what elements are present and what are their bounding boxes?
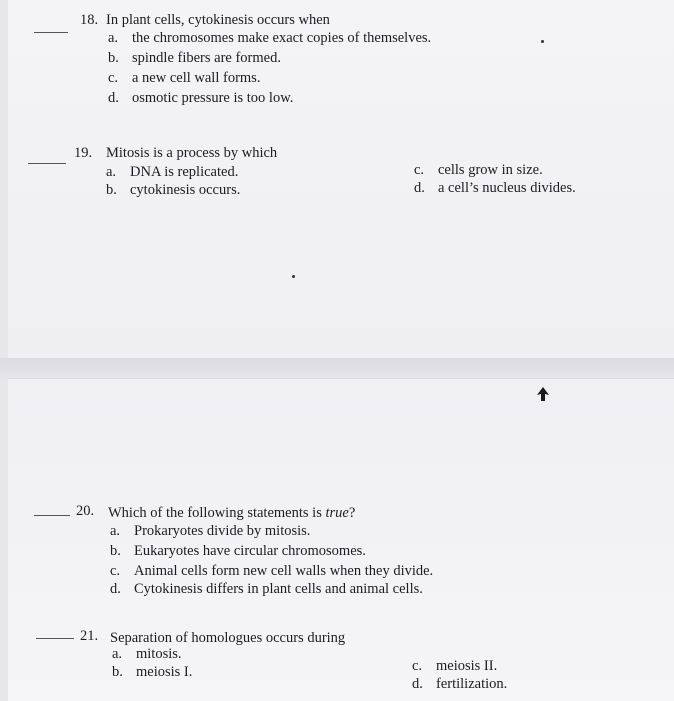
option-letter: b. bbox=[112, 664, 123, 680]
option-text: Prokaryotes divide by mitosis. bbox=[134, 523, 311, 539]
question-stem: In plant cells, cytokinesis occurs when bbox=[106, 12, 330, 28]
mouse-cursor-icon bbox=[536, 386, 550, 402]
option-letter: b. bbox=[106, 182, 117, 198]
option-letter: b. bbox=[108, 50, 119, 66]
question-number: 20. bbox=[76, 503, 95, 519]
option-letter: a. bbox=[112, 646, 123, 662]
option-text: meiosis I. bbox=[136, 664, 193, 680]
question-stem bbox=[108, 503, 355, 523]
option-text: DNA is replicated. bbox=[130, 164, 239, 180]
page-gap bbox=[0, 358, 674, 378]
option-a bbox=[112, 644, 182, 664]
option-text: the chromosomes make exact copies of themselves. bbox=[132, 30, 432, 46]
option-text: a cell’s nucleus divides. bbox=[438, 180, 576, 196]
option-text: mitosis. bbox=[136, 646, 182, 662]
stray-dot bbox=[541, 40, 544, 43]
option-letter: c. bbox=[414, 162, 425, 178]
option-a bbox=[110, 521, 310, 541]
option-letter: a. bbox=[106, 164, 117, 180]
question-stem: Separation of homologues occurs during bbox=[110, 630, 346, 646]
option-d bbox=[110, 579, 423, 599]
option-c bbox=[412, 656, 497, 676]
option-letter: d. bbox=[110, 581, 121, 597]
answer-blank-18[interactable] bbox=[34, 32, 68, 33]
question-number: 18. bbox=[80, 12, 99, 28]
option-letter: d. bbox=[414, 180, 425, 196]
option-letter: c. bbox=[412, 658, 423, 674]
option-text: fertilization. bbox=[436, 676, 508, 692]
stem-text-end: ? bbox=[348, 505, 356, 521]
option-a bbox=[106, 162, 238, 182]
option-text: spindle fibers are formed. bbox=[132, 50, 281, 66]
option-text: Animal cells form new cell walls when they divide. bbox=[134, 563, 434, 579]
option-text: cytokinesis occurs. bbox=[130, 182, 241, 198]
answer-blank-19[interactable] bbox=[28, 163, 66, 164]
option-c bbox=[414, 160, 543, 180]
option-text: a new cell wall forms. bbox=[132, 70, 261, 86]
option-b bbox=[112, 662, 192, 682]
option-d bbox=[412, 674, 507, 694]
option-text: Eukaryotes have circular chromosomes. bbox=[134, 543, 366, 559]
option-letter: c. bbox=[108, 70, 119, 86]
option-letter: d. bbox=[108, 90, 119, 106]
option-letter: d. bbox=[412, 676, 423, 692]
answer-blank-20[interactable] bbox=[34, 515, 70, 516]
option-letter: a. bbox=[110, 523, 121, 539]
question-number: 21. bbox=[80, 628, 99, 644]
stem-emphasis: true bbox=[325, 505, 349, 521]
option-b bbox=[110, 541, 366, 561]
question-stem: Mitosis is a process by which bbox=[106, 145, 278, 161]
option-d bbox=[414, 178, 576, 198]
option-letter: a. bbox=[108, 30, 119, 46]
option-text: osmotic pressure is too low. bbox=[132, 90, 294, 106]
answer-blank-21[interactable] bbox=[36, 638, 74, 639]
option-c bbox=[108, 68, 260, 88]
option-d bbox=[108, 88, 293, 108]
question-number: 19. bbox=[74, 145, 93, 161]
option-b bbox=[106, 180, 240, 200]
option-letter: b. bbox=[110, 543, 121, 559]
option-b bbox=[108, 48, 281, 68]
option-text: Cytokinesis differs in plant cells and animal cells. bbox=[134, 581, 423, 597]
option-text: meiosis II. bbox=[436, 658, 498, 674]
worksheet-page-bottom bbox=[8, 378, 674, 701]
option-c bbox=[110, 561, 433, 581]
stray-dot bbox=[292, 275, 295, 278]
stem-text: Which of the following statements is bbox=[108, 505, 326, 521]
option-text: cells grow in size. bbox=[438, 162, 543, 178]
option-letter: c. bbox=[110, 563, 121, 579]
option-a bbox=[108, 28, 431, 48]
